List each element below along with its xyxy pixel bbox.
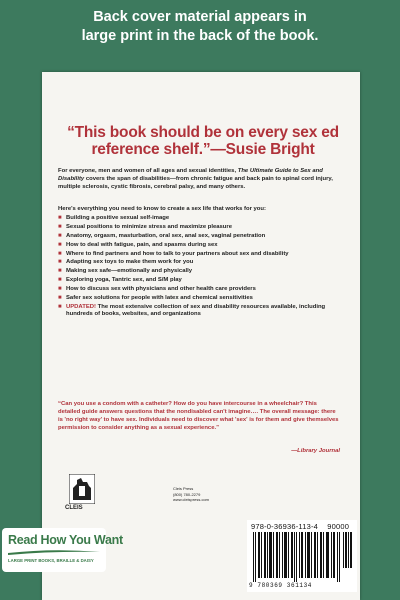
publisher-name: CLEIS — [65, 505, 83, 511]
list-item — [58, 295, 344, 302]
list-item-text: Where to find partners and how to talk to your partners about sex and disability — [66, 250, 289, 257]
list-item — [58, 304, 344, 318]
list-item — [58, 215, 344, 222]
bullet-icon: ■ — [58, 268, 62, 275]
price-code: 90000 — [327, 522, 350, 531]
review-source: —Library Journal — [291, 448, 340, 454]
book-back-cover — [42, 72, 360, 600]
updated-label: UPDATED! — [66, 303, 96, 310]
logo-tagline: LARGE PRINT BOOKS, BRAILLE & DAISY — [8, 558, 94, 563]
list-item-text: Adapting sex toys to make them work for you — [66, 259, 194, 266]
isbn-barcode — [247, 520, 357, 592]
bullet-icon: ■ — [58, 215, 62, 221]
list-item — [58, 242, 344, 249]
list-item — [58, 277, 344, 284]
list-item — [58, 233, 344, 240]
bullet-icon: ■ — [58, 286, 62, 293]
list-item-text: Exploring yoga, Tantric sex, and S/M play — [66, 277, 182, 284]
logo-text: Read How You Want — [8, 533, 123, 547]
barcode-digits: 9 780369 361134 — [249, 582, 313, 589]
bullet-icon: ■ — [58, 303, 62, 310]
list-item — [58, 251, 344, 258]
list-item-text: Making sex safe—emotionally and physically — [66, 268, 193, 275]
bullet-icon: ■ — [58, 223, 62, 230]
read-how-you-want-logo — [2, 528, 123, 572]
publisher-info-line: Cleis Press — [173, 486, 194, 491]
banner-line-1: Back cover material appears in — [93, 9, 307, 25]
bullet-icon: ■ — [58, 259, 62, 266]
list-item-text: The most extensive collection of sex and disability resources available, including hundreds of books, websites, and organizations — [66, 303, 326, 318]
review-quote: “Can you use a condom with a catheter? How do you have intercourse in a wheelchair? This detailed guide answers questions that the nondisabled can't imagine…. The overall message: there is 'no right way' to have sex. Individuals need to discover what 'sex' is for them and give themselves permission to consider anything as a sexual experience.” — [58, 401, 339, 432]
isbn-number — [251, 522, 349, 531]
list-item — [58, 268, 344, 275]
intro-text-end: covers the span of disabilities—from chronic fatigue and back pain to spinal cord injury, multiple sclerosis, cystic fibrosis, cerebral palsy, and many others. — [58, 176, 333, 191]
bullet-icon: ■ — [58, 295, 62, 302]
list-item-text: How to deal with fatigue, pain, and spasms during sex — [66, 241, 218, 248]
list-item-text: Building a positive sexual self-image — [66, 215, 170, 221]
list-item — [58, 259, 344, 266]
book-title: The Ultimate Guide to Sex and Disability — [58, 168, 323, 183]
bullet-icon: ■ — [58, 241, 62, 248]
list-item — [58, 224, 344, 231]
swoosh-icon — [6, 548, 102, 556]
publisher-info — [173, 486, 209, 503]
list-item-text: How to discuss sex with physicians and other health care providers — [66, 286, 256, 293]
bullet-icon: ■ — [58, 277, 62, 284]
publisher-info-line: www.cleispress.com — [173, 497, 210, 502]
isbn-text: 978-0-36936-113-4 — [251, 522, 319, 531]
publisher-logo-icon — [69, 474, 95, 504]
bullet-icon: ■ — [58, 250, 62, 257]
intro-text-start: For everyone, men and women of all ages and sexual identities, — [58, 168, 238, 174]
feature-list — [58, 215, 344, 320]
list-item-text: Anatomy, orgasm, masturbation, oral sex, anal sex, vaginal penetration — [66, 232, 266, 239]
header-banner — [0, 0, 400, 60]
list-item — [58, 286, 344, 293]
list-item-text: Sexual positions to minimize stress and maximize pleasure — [66, 223, 232, 230]
banner-line-2: large print in the back of the book. — [81, 28, 319, 44]
barcode-bars-icon — [251, 532, 353, 582]
list-heading: Here's everything you need to know to create a sex life that works for you: — [58, 206, 266, 212]
list-item-text: Safer sex solutions for people with latex and chemical sensitivities — [66, 295, 253, 302]
publisher-info-line: (800) 780-2279 — [173, 491, 201, 497]
bullet-icon: ■ — [58, 232, 62, 239]
endorsement-quote: “This book should be on every sex ed reference shelf.”—Susie Bright — [67, 124, 339, 158]
intro-paragraph — [58, 167, 344, 191]
